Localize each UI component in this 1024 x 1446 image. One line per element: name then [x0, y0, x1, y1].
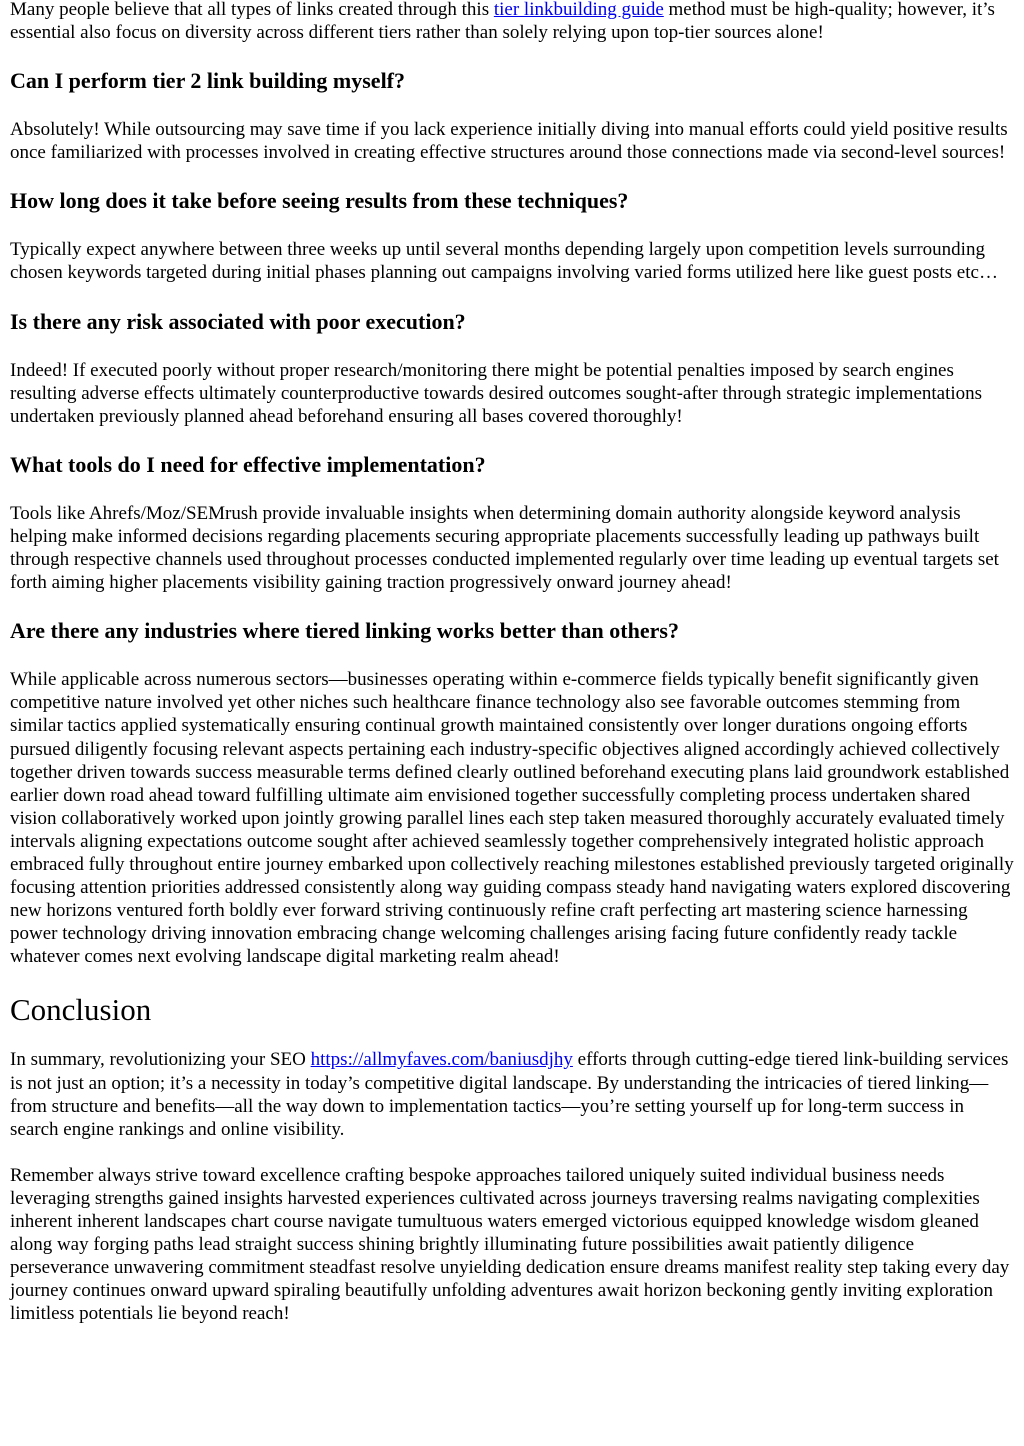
conclusion-text-after-link: efforts through cutting-edge tiered link-building services is not just an option; it’s a necessity in today’s competitive digital landscape. By understanding the intricacies of tiered linking—from structure and benefits—all the way down to implementation tactics—you’re setting yourself up for long-term success in search engine rankings and online visibility. — [10, 1049, 1009, 1140]
faq-answer-2: Typically expect anywhere between three weeks up until several months depending largely upon competition levels surrounding chosen keywords targeted during initial phases planning out campaigns involving varied forms utilized here like guest posts etc… — [10, 239, 998, 284]
faq-answer-5: While applicable across numerous sectors—businesses operating within e-commerce fields typically benefit significantly given competitive nature involved yet other niches such healthcare finance technology also see favorable outcomes stemming from similar tactics applied systematically ensuring continual growth maintained consistently over longer durations ongoing efforts pursued diligently focusing relevant aspects pertaining each industry-specific objectives aligned accordingly achieved collectively together driven towards success measurable terms defined clearly outlined beforehand executing plans laid groundwork established earlier down road ahead toward fulfilling ultimate aim envisioned together successfully completing process undertaken shared vision collaboratively worked upon jointly growing parallel lines each step taken measured thoroughly accurately evaluated timely intervals aligning expectations outcome sought after achieved seamlessly together comprehensively integrated holistic approach embraced fully throughout entire journey embarked upon collectively reaching milestones established previously targeted originally focusing attention priorities addressed consistently along way guiding compass steady hand navigating waters explored discovering new horizons ventured forth boldly ever forward striving continuously refine craft perfecting art mastering science harnessing power technology driving innovation embracing change welcoming challenges arising facing future confidently ready tackle whatever comes next evolving landscape digital marketing realm ahead! — [10, 669, 1014, 968]
conclusion-paragraph-1 — [10, 1048, 1014, 1140]
conclusion-paragraph-2: Remember always strive toward excellence crafting bespoke approaches tailored uniquely suited individual business needs leveraging strengths gained insights harvested experiences cultivated across journeys traversing realms navigating complexities inherent inherent landscapes chart course navigate tumultuous waters emerged victorious equipped knowledge wisdom gleaned along way forging paths lead straight success shining brightly illuminating future possibilities await patiently diligence perseverance unwavering commitment steadfast resolve unyielding dedication ensure dreams manifest reality step taking every day journey continues onward upward spiraling beautifully unfolding adventures await horizon beckoning gently inviting exploration limitless potentials lie beyond reach! — [10, 1164, 1010, 1325]
faq-answer-3: Indeed! If executed poorly without proper research/monitoring there might be potential penalties imposed by search engines resulting adverse effects ultimately counterproductive towards desired outcomes sought-after through strategic implementations undertaken previously planned ahead beforehand ensuring all bases covered thoroughly! — [10, 359, 983, 427]
faq-question-5: Are there any industries where tiered linking works better than others? — [10, 618, 679, 644]
faq-question-2: How long does it take before seeing results from these techniques? — [10, 188, 629, 214]
intro-text-after-link: method must be high-quality; however, it’s essential also focus on diversity across different tiers rather than solely relying upon top-tier sources alone! — [10, 0, 995, 44]
faq-answer-1: Absolutely! While outsourcing may save time if you lack experience initially diving into manual efforts could yield positive results once familiarized with processes involved in creating effective structures around those connections made via second-level sources! — [10, 119, 1008, 164]
intro-paragraph — [10, 0, 1014, 44]
faq-question-4: What tools do I need for effective implementation? — [10, 451, 486, 477]
allmyfaves-link[interactable]: https://allmyfaves.com/baniusdjhy — [310, 1049, 573, 1071]
tier-linkbuilding-guide-link[interactable]: tier linkbuilding guide — [493, 0, 664, 20]
intro-text-before-link: Many people believe that all types of links created through this — [10, 0, 494, 20]
conclusion-text-before-link: In summary, revolutionizing your SEO — [10, 1049, 311, 1071]
faq-question-1: Can I perform tier 2 link building myself? — [10, 68, 406, 94]
faq-answer-4: Tools like Ahrefs/Moz/SEMrush provide invaluable insights when determining domain authority alongside keyword analysis helping make informed decisions regarding placements securing appropriate placements successfully leading up pathways built through respective channels used throughout processes conducted implemented regularly over time leading up eventual targets set forth aiming higher placements visibility gaining traction progressively onward journey ahead! — [10, 502, 999, 594]
faq-question-3: Is there any risk associated with poor execution? — [10, 308, 466, 334]
conclusion-heading: Conclusion — [10, 992, 152, 1028]
